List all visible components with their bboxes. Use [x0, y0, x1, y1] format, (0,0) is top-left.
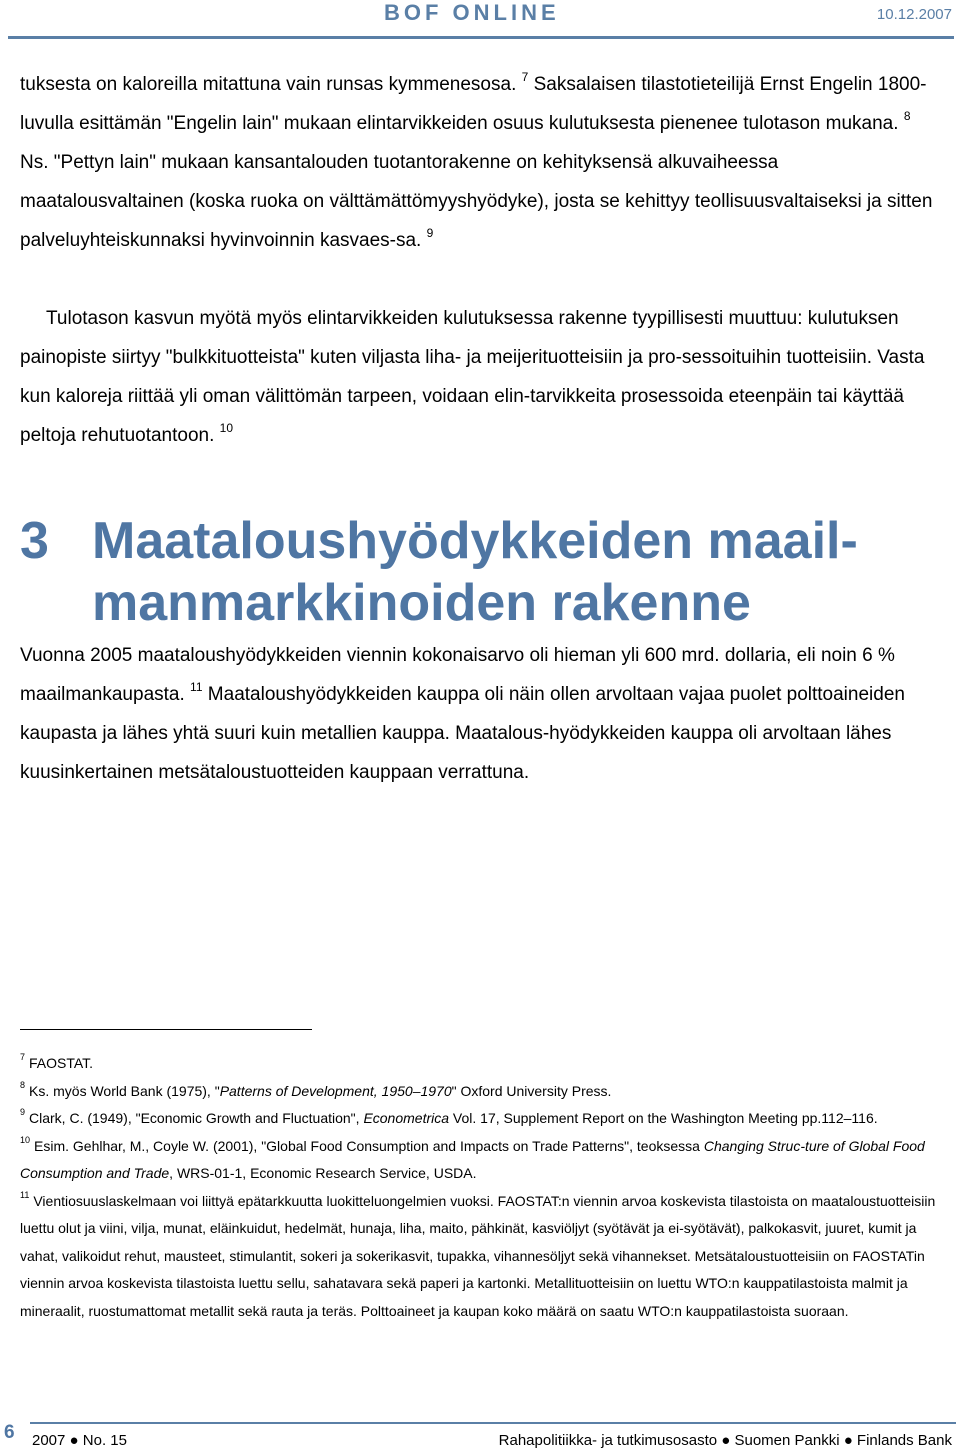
footnote-italic-title: Patterns of Development, 1950–1970: [219, 1082, 452, 1099]
page-header: [0, 0, 960, 40]
footnote-ref-7[interactable]: 7: [521, 70, 529, 84]
footnote-text: Vol. 17, Supplement Report on the Washington Meeting pp.112–116.: [449, 1110, 878, 1126]
header-divider: [8, 36, 954, 39]
footnote-ref-11[interactable]: 11: [190, 680, 203, 694]
footnote-ref-8[interactable]: 8: [903, 109, 911, 123]
footnote-text: Ks. myös World Bank (1975), ": [29, 1082, 220, 1099]
footnote-text: , WRS-01-1, Economic Research Service, USDA.: [169, 1165, 477, 1181]
footnote-number: 8: [20, 1079, 26, 1090]
footnote-9: [20, 1105, 940, 1133]
footnote-separator: [20, 1029, 312, 1030]
header-date: 10.12.2007: [876, 6, 952, 23]
footnote-text: FAOSTAT.: [29, 1055, 94, 1071]
footnotes: [20, 1050, 940, 1325]
footer-issue: 2007 ● No. 15: [32, 1432, 127, 1449]
section-title: Maataloushyödykkeiden maail-manmarkkinoiden rakenne: [92, 512, 858, 632]
paragraph-text: Maataloushyödykkeiden kauppa oli näin ollen arvoltaan vajaa puolet polttoaineiden kaupasta ja lähes yhtä suuri kuin metallien kauppa. Maatalous-hyödykkeiden kauppa oli arvoltaan lähes kuusinkertainen metsätaloustuotteiden kauppaan verrattuna.: [20, 684, 905, 783]
footnote-italic-title: Changing Struc-ture of Global Food Consumption and Trade: [20, 1137, 925, 1181]
footer-publisher: Rahapolitiikka- ja tutkimusosasto ● Suomen Pankki ● Finlands Bank: [498, 1432, 952, 1449]
footnote-number: 7: [20, 1052, 26, 1062]
page-footer: [0, 1420, 960, 1450]
footnote-10: [20, 1133, 940, 1188]
paragraph-text: Vuonna 2005 maataloushyödykkeiden viennin kokonaisarvo oli hieman yli 600 mrd. dollaria, eli noin 6 % maailmankaupasta.: [20, 645, 895, 705]
footnote-text: " Oxford University Press.: [451, 1082, 612, 1099]
paragraph-income-growth: [20, 299, 940, 455]
paragraph-text: Ns. "Pettyn lain" mukaan kansantalouden tuotantorakenne on kehityksensä alkuvaiheessa maatalousvaltainen (koska ruoka on välttämättömyyshyödyke), josta se kehittyy teollisuusvaltaiseksi ja sitten palveluyhteiskunnaksi hyvinvoinnin kasvaes-sa.: [20, 152, 933, 251]
footnote-number: 11: [20, 1189, 30, 1200]
footnote-number: 10: [20, 1134, 31, 1145]
footnote-8: [20, 1078, 940, 1106]
page-number: 6: [4, 1422, 15, 1443]
footnote-text: Esim. Gehlhar, M., Coyle W. (2001), "Global Food Consumption and Impacts on Trade Patterns", teoksessa: [34, 1137, 704, 1154]
footnote-7: [20, 1050, 940, 1078]
footnote-italic-title: Econometrica: [363, 1110, 450, 1126]
footer-divider: [30, 1422, 956, 1424]
footnote-ref-9[interactable]: 9: [426, 226, 434, 240]
paragraph-text: tuksesta on kaloreilla mitattuna vain runsas kymmenesosa.: [20, 74, 517, 95]
paragraph-text: Saksalaisen tilastotieteilijä Ernst Engelin 1800-luvulla esittämän "Engelin lain" mukaan elintarvikkeiden osuus kulutuksesta pienenee tulotason mukana.: [20, 74, 927, 134]
footnote-number: 9: [20, 1107, 26, 1117]
footnote-11: [20, 1188, 940, 1326]
footnote-text: Clark, C. (1949), "Economic Growth and Fluctuation",: [29, 1110, 364, 1126]
section-heading: [20, 510, 940, 634]
section-number: 3: [20, 512, 49, 570]
footnote-text: Vientiosuuslaskelmaan voi liittyä epätarkkuutta luokitteluongelmien vuoksi. FAOSTAT:n viennin arvoa koskevista tilastoista on maataloustuotteisiin luettu olut ja viini, vilja, munat, eläinkuidut, hedelmät, hunaja, liha, maito, pähkinät, kasviöljyt (syötävät ja ei-syötävät), palkokasvit, juuret, kumit ja vahat, valikoidut rehut, mausteet, stimulantit, sokeri ja sokerikasvit, tupakka, vihannesöljyt sekä vihannekset. Metsätaloustuotteisiin on FAOSTATin viennin arvoa koskevista tilastoista luettu sellu, sahatavara sekä paperi ja kartonki. Metallituotteisiin on luettu WTO:n kauppatilastoista malmit ja mineraalit, ruostumattomat metallit sekä rauta ja teräs. Polttoaineet ja kaupan koko määrä on saatu WTO:n kauppatilastoista suoraan.: [20, 1192, 936, 1319]
paragraph-engel-petty: [20, 65, 940, 260]
paragraph-export-value: [20, 636, 940, 792]
paragraph-text: Tulotason kasvun myötä myös elintarvikkeiden kulutuksessa rakenne tyypillisesti muuttuu: kulutuksen painopiste siirtyy "bulkkituotteista" kuten viljasta liha- ja meijerituotteisiin ja pro-sessoituihin tuotteisiin. Vasta kun kaloreja riittää yli oman välittömän tarpeen, voidaan elin-tarvikkeita prosessoida eteenpäin tai käyttää peltoja rehutuotantoon.: [20, 308, 925, 446]
brand-title: BOF ONLINE: [384, 0, 560, 25]
footnote-ref-10[interactable]: 10: [219, 421, 234, 435]
